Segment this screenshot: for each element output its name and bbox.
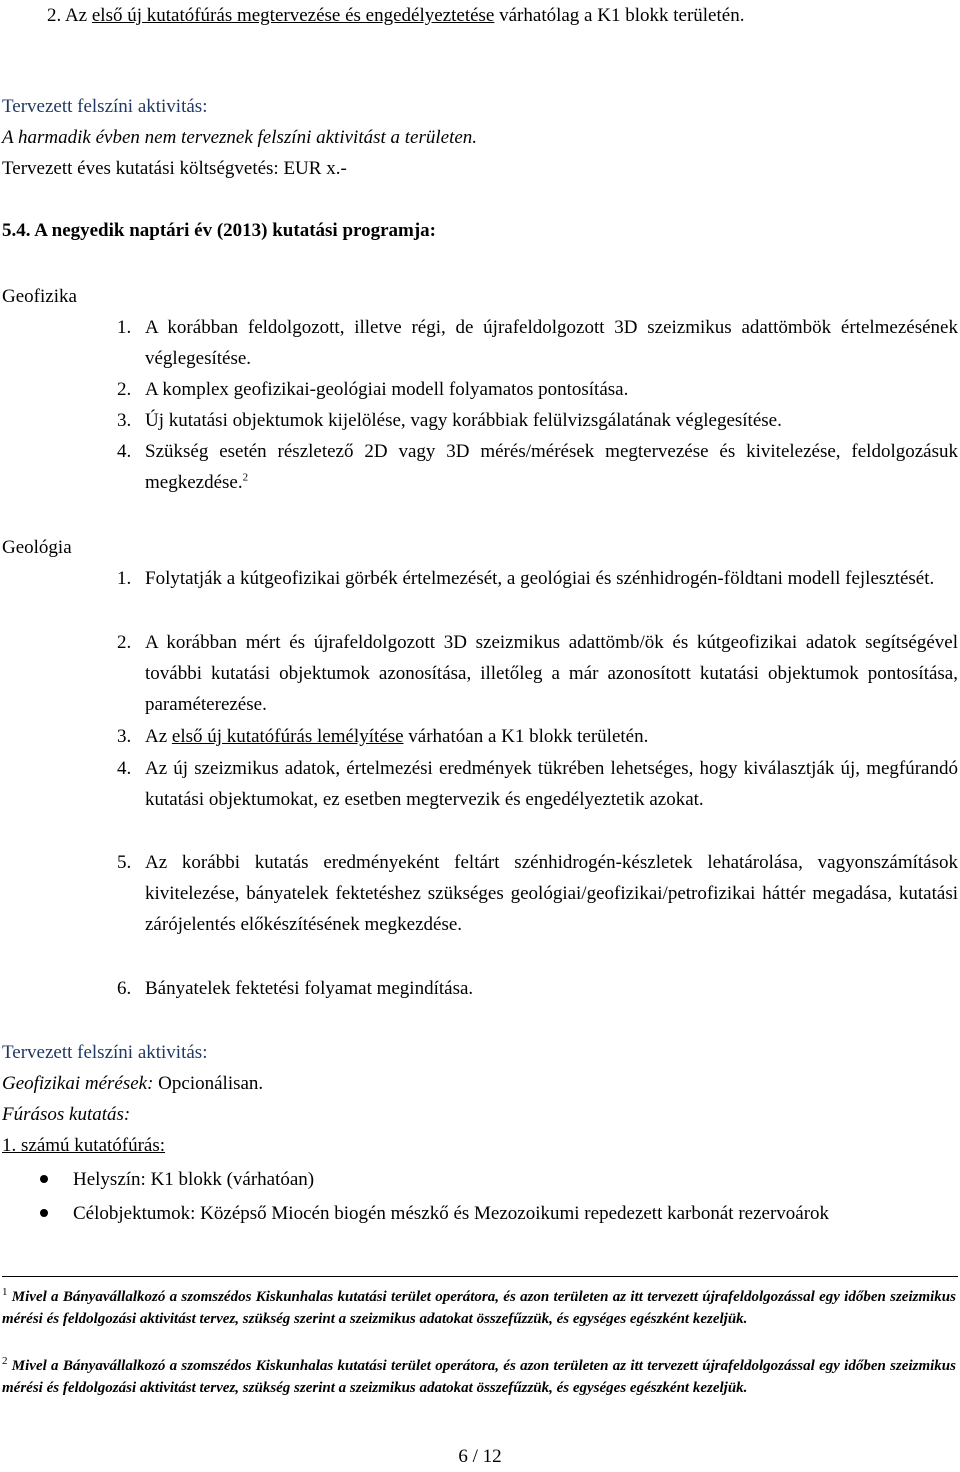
geophys-value: Opcionálisan. <box>153 1073 264 1094</box>
bullet-icon <box>40 1209 48 1217</box>
footnote-mark: 2 <box>2 1355 8 1367</box>
item-text: A komplex geofizikai-geológiai modell folyamatos pontosítása. <box>145 379 629 400</box>
item-number: 2. <box>117 379 132 400</box>
item-number: 6. <box>117 978 132 999</box>
planned-surface-heading-2: Tervezett felszíni aktivitás: <box>2 1042 208 1063</box>
page-number: 6 / 12 <box>458 1446 502 1467</box>
item-text: Új kutatási objektumok kijelölése, vagy korábbiak felülvizsgálatának véglegesítése. <box>145 410 782 431</box>
item-number: 2. <box>117 632 132 653</box>
item-text: Az új szeizmikus adatok, értelmezési eredmények tükrében lehetséges, hogy kiválasztják új, megfúrandó kutatási objektumokat, ez esetben megtervezik és engedélyeztetik azokat. <box>145 758 958 810</box>
planned-surface-heading-1: Tervezett felszíni aktivitás: <box>2 96 208 117</box>
well-label: 1. számú kutatófúrás: <box>2 1135 166 1156</box>
footnote-separator <box>2 1276 958 1277</box>
item-number: 4. <box>117 441 132 462</box>
item-text: Az korábbi kutatás eredményeként feltárt szénhidrogén-készletek lehatárolása, vagyonszámítások kivitelezése, bányatelek fektetéshez szükséges geológiai/geofizikai/petrofizikai háttér megadása, kutatási zárójelentés előkészítésének megkezdése. <box>145 852 958 935</box>
footnote-mark: 1 <box>2 1286 8 1298</box>
top-item-link[interactable]: első új kutatófúrás megtervezése és engedélyeztetése <box>91 5 495 26</box>
geophys-measurements <box>2 1068 263 1099</box>
section-heading <box>2 215 436 246</box>
drilling-label: Fúrásos kutatás: <box>2 1104 131 1125</box>
section-title: A negyedik naptári év (2013) kutatási programja: <box>34 220 437 241</box>
top-item-pre: Az <box>64 5 92 26</box>
item-number: 3. <box>117 726 132 747</box>
item-text: Bányatelek fektetési folyamat megindítása. <box>145 978 474 999</box>
item-text: A korábban mért és újrafeldolgozott 3D szeizmikus adattömb/ök és kútgeofizikai adatok segítségével további kutatási objektumok azonosítása, illetőleg a már azonosított kutatási objektumok pontosítása, paraméterezése. <box>145 632 958 715</box>
planned-surface-line-1: A harmadik évben nem terveznek felszíni aktivitást a területen. <box>2 127 478 148</box>
item-number: 1. <box>117 317 132 338</box>
top-list-item <box>47 0 929 31</box>
item-text <box>145 436 958 498</box>
item-text: A korábban feldolgozott, illetve régi, de újrafeldolgozott 3D szeizmikus adattömbök értelmezésének véglegesítése. <box>145 317 958 369</box>
top-item-post: várhatólag a K1 blokk területén. <box>494 5 745 26</box>
item-number: 3. <box>117 410 132 431</box>
item-link[interactable]: első új kutatófúrás lemélyítése <box>171 726 404 747</box>
geofizika-label: Geofizika <box>2 286 77 307</box>
budget-line: Tervezett éves kutatási költségvetés: EUR x.- <box>2 158 347 179</box>
top-item-number: 2. <box>47 5 62 26</box>
footnote-ref[interactable]: 2 <box>242 471 249 484</box>
item-number: 1. <box>117 568 132 589</box>
footnote-1 <box>2 1286 956 1330</box>
item-number: 4. <box>117 758 132 779</box>
footnote-text: Mivel a Bányavállalkozó a szomszédos Kiskunhalas kutatási terület operátora, és azon területen az itt tervezett újrafeldolgozással egy időben szeizmikus mérési és feldolgozási aktivitást tervez, szükség szerint a szeizmikus adatokat összefűzzük, és egységes egészként kezeljük. <box>2 1289 956 1327</box>
item-text-post: várhatóan a K1 blokk területén. <box>403 726 649 747</box>
bullet-item: Célobjektumok: Középső Miocén biogén mészkő és Mezozoikumi repedezett karbonát rezervoárok <box>73 1203 830 1224</box>
footnote-text: Mivel a Bányavállalkozó a szomszédos Kiskunhalas kutatási terület operátora, és azon területen az itt tervezett újrafeldolgozással egy időben szeizmikus mérési és feldolgozási aktivitást tervez, szükség szerint a szeizmikus adatokat összefűzzük, és egységes egészként kezeljük. <box>2 1358 956 1396</box>
item-text-pre: Az <box>145 726 172 747</box>
item-number: 5. <box>117 852 132 873</box>
item-text-body: Szükség esetén részletező 2D vagy 3D mérés/mérések megtervezése és kivitelezése, feldolgozásuk megkezdése. <box>145 441 958 493</box>
bullet-icon <box>40 1175 48 1183</box>
bullet-item: Helyszín: K1 blokk (várhatóan) <box>73 1169 315 1190</box>
section-number: 5.4. <box>2 220 31 241</box>
geophys-label: Geofizikai mérések: <box>2 1073 154 1094</box>
item-text <box>145 721 958 752</box>
item-text: Folytatják a kútgeofizikai görbék értelmezését, a geológiai és szénhidrogén-földtani modell fejlesztését. <box>145 568 935 589</box>
footnote-2 <box>2 1355 956 1399</box>
geologia-label: Geológia <box>2 537 72 558</box>
